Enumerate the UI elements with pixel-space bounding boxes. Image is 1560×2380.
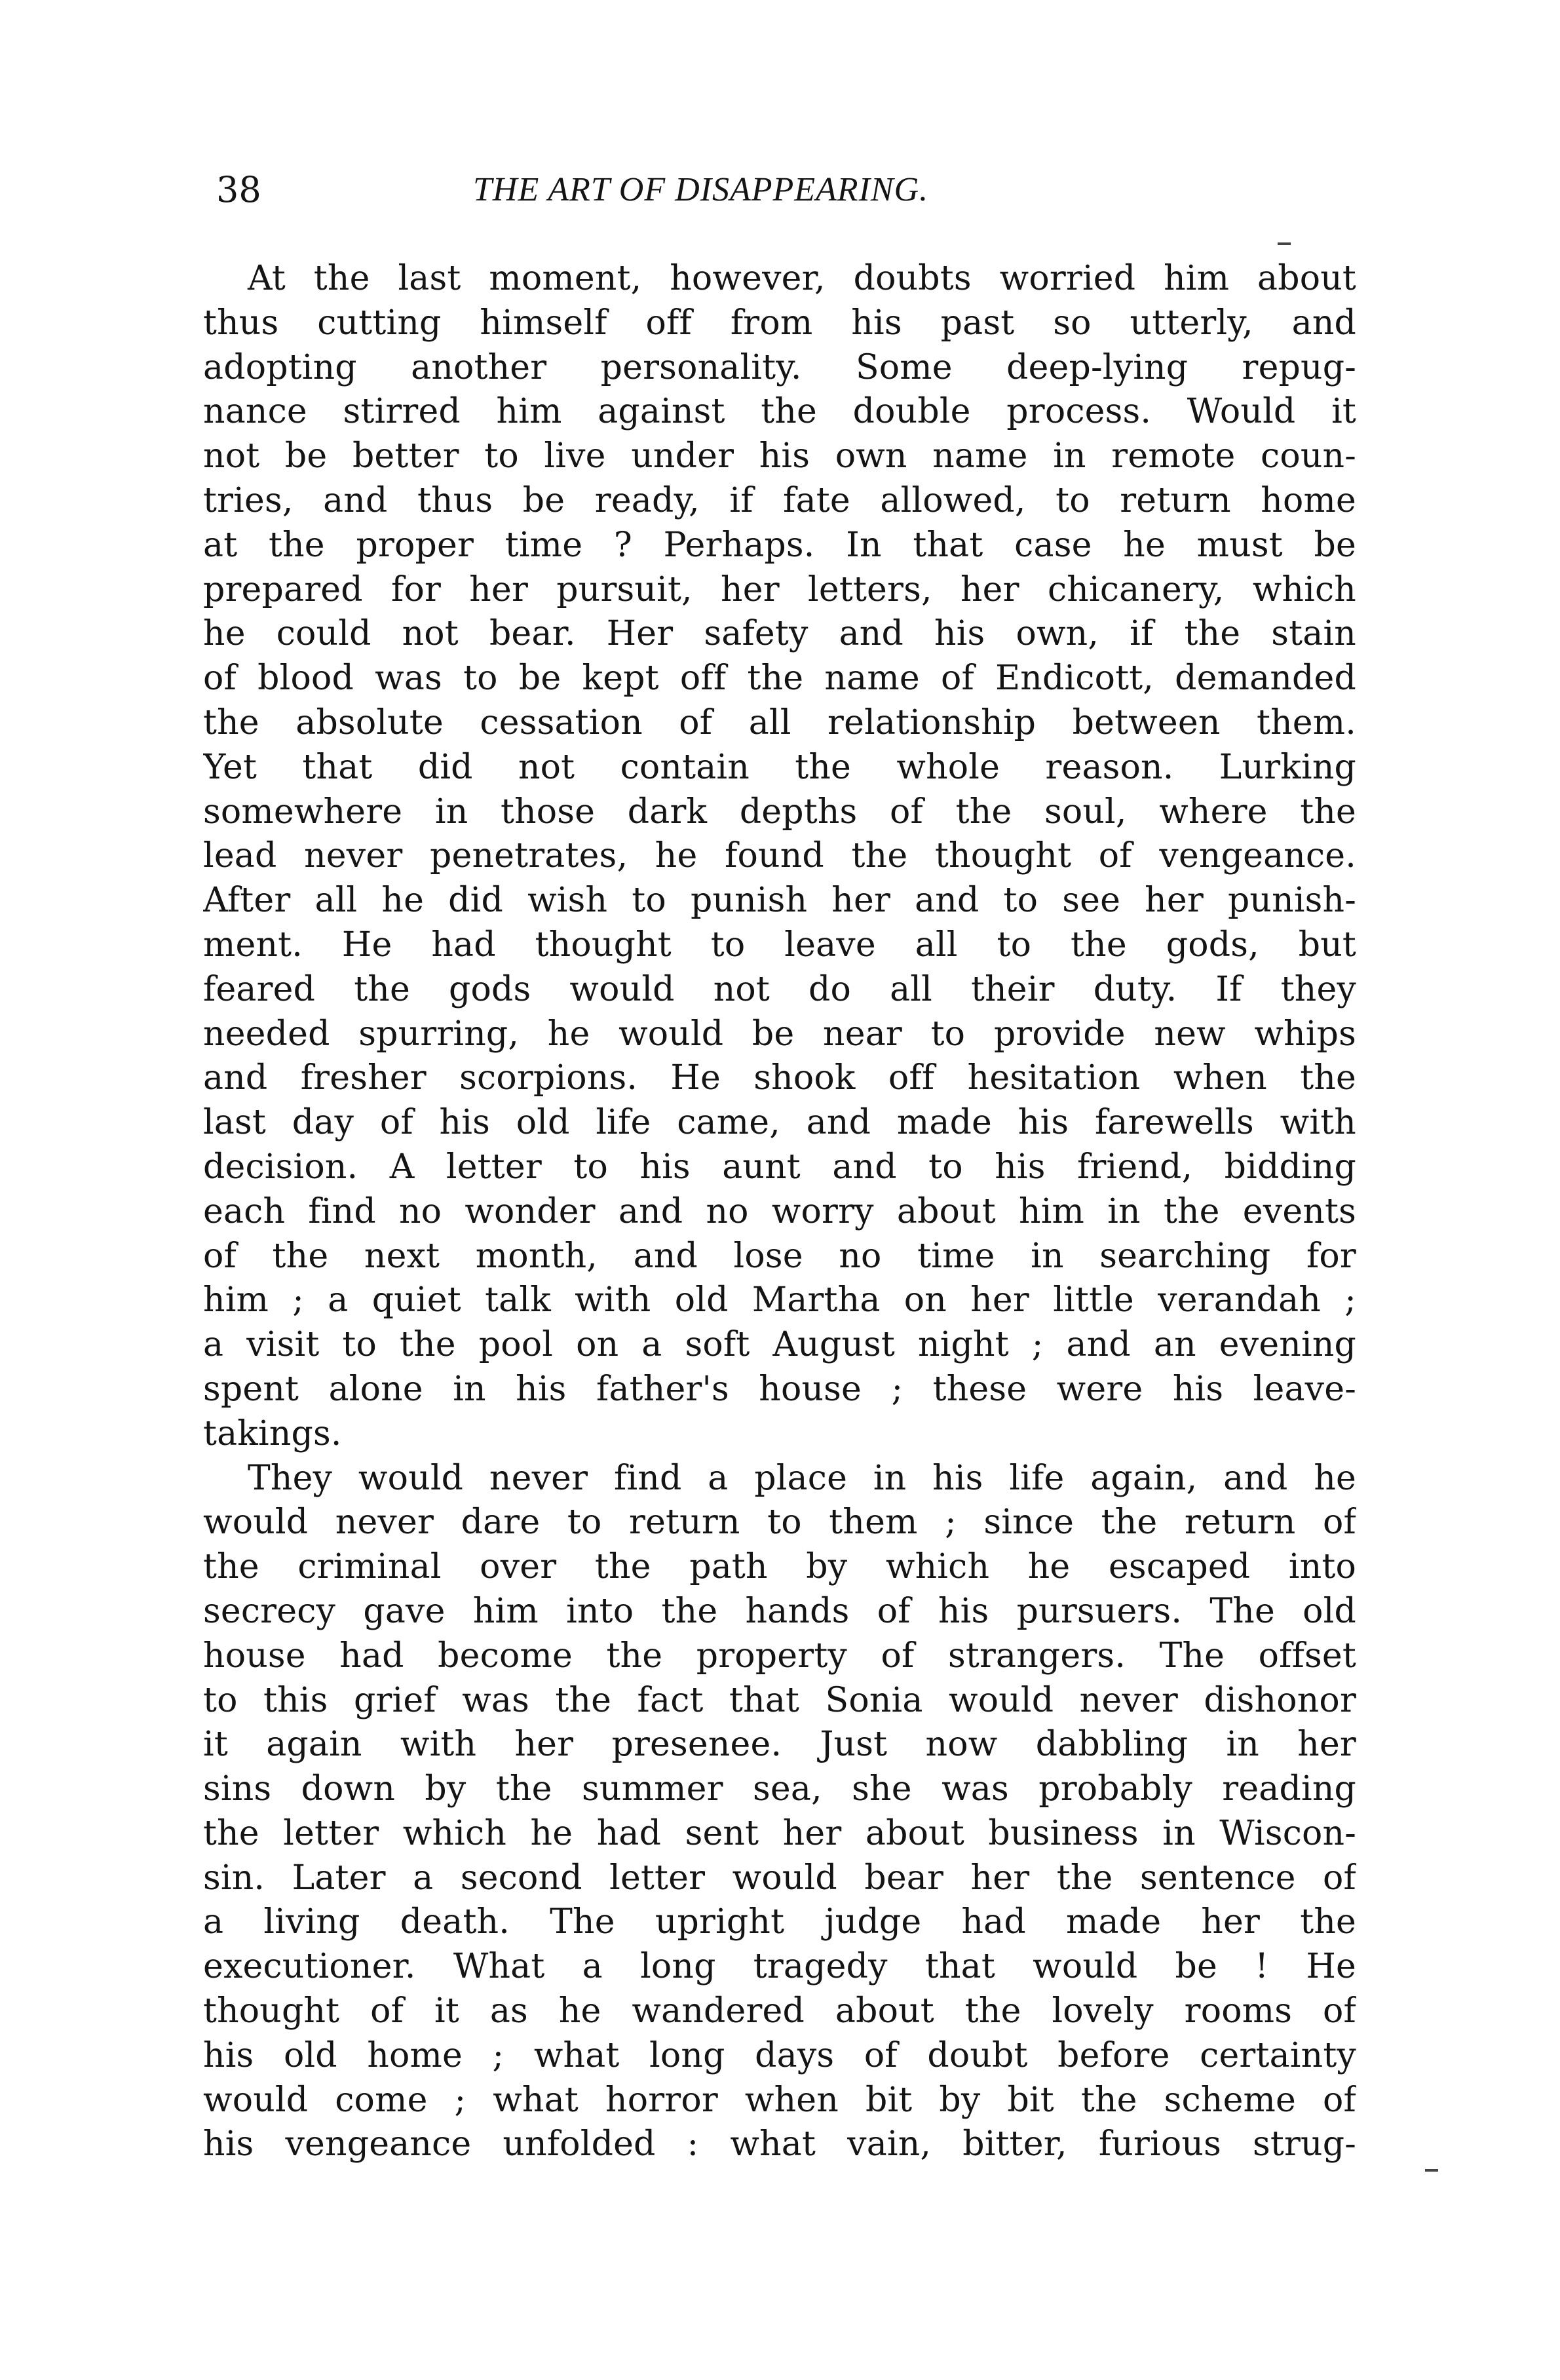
- text-line: At the last moment, however, doubts worried him about: [248, 259, 1356, 298]
- text-line: thus cutting himself off from his past so utterly, and: [203, 303, 1356, 343]
- text-line: feared the gods would not do all their duty. If they: [203, 969, 1356, 1009]
- text-line: at the proper time ? Perhaps. In that case he must be: [203, 525, 1356, 565]
- text-line: and fresher scorpions. He shook off hesitation when the: [203, 1058, 1356, 1098]
- text-line: ment. He had thought to leave all to the gods, but: [203, 925, 1356, 965]
- text-line: the criminal over the path by which he escaped into: [203, 1547, 1356, 1587]
- running-head: [203, 164, 1363, 216]
- text-line: a visit to the pool on a soft August night ; and an evening: [203, 1325, 1356, 1365]
- text-line: lead never penetrates, he found the thought of vengeance.: [203, 836, 1356, 876]
- text-line: the letter which he had sent her about business in Wiscon-: [203, 1813, 1356, 1853]
- text-line: nance stirred him against the double process. Would it: [203, 392, 1356, 432]
- print-mark: [1425, 2169, 1438, 2172]
- text-line: each find no wonder and no worry about him in the events: [203, 1191, 1356, 1231]
- text-line: of the next month, and lose no time in searching for: [203, 1236, 1356, 1276]
- text-line: needed spurring, he would be near to provide new whips: [203, 1014, 1356, 1054]
- paragraph-2: [203, 1457, 1356, 2168]
- text-line: takings.: [203, 1413, 342, 1453]
- text-line: sin. Later a second letter would bear her the sentence of: [203, 1858, 1356, 1898]
- text-line: decision. A letter to his aunt and to his friend, bidding: [203, 1147, 1356, 1187]
- text-line: They would never find a place in his life again, and he: [248, 1458, 1356, 1498]
- text-line: After all he did wish to punish her and to see her punish-: [203, 881, 1356, 921]
- running-title: THE ART OF DISAPPEARING.: [473, 171, 929, 208]
- text-line: it again with her presenee. Just now dabbling in her: [203, 1725, 1356, 1765]
- text-line: house had become the property of strangers. The offset: [203, 1636, 1356, 1676]
- text-line: a living death. The upright judge had made her the: [203, 1902, 1356, 1942]
- text-line: him ; a quiet talk with old Martha on her little verandah ;: [203, 1280, 1356, 1320]
- text-line: would come ; what horror when bit by bit the scheme of: [203, 2080, 1356, 2120]
- text-line: his old home ; what long days of doubt before certainty: [203, 2035, 1356, 2075]
- text-line: secrecy gave him into the hands of his pursuers. The old: [203, 1591, 1356, 1631]
- text-line: somewhere in those dark depths of the soul, where the: [203, 792, 1356, 832]
- text-line: last day of his old life came, and made his farewells with: [203, 1103, 1356, 1143]
- text-line: prepared for her pursuit, her letters, her chicanery, which: [203, 569, 1356, 609]
- text-line: adopting another personality. Some deep-lying repug-: [203, 347, 1356, 387]
- text-line: executioner. What a long tragedy that would be ! He: [203, 1947, 1356, 1987]
- body-text: [203, 257, 1356, 2167]
- text-line: to this grief was the fact that Sonia would never dishonor: [203, 1680, 1356, 1720]
- text-line: sins down by the summer sea, she was probably reading: [203, 1769, 1356, 1809]
- text-line: of blood was to be kept off the name of Endicott, demanded: [203, 659, 1356, 699]
- text-line: thought of it as he wandered about the lovely rooms of: [203, 1991, 1356, 2031]
- print-mark: [1278, 242, 1291, 245]
- page-number: 38: [216, 169, 261, 210]
- text-line: he could not bear. Her safety and his own, if the stain: [203, 614, 1356, 654]
- text-line: the absolute cessation of all relationship between them.: [203, 702, 1356, 742]
- paragraph-1: [203, 257, 1356, 1457]
- text-line: would never dare to return to them ; since the return of: [203, 1503, 1356, 1543]
- text-line: not be better to live under his own name in remote coun-: [203, 436, 1356, 476]
- text-line: tries, and thus be ready, if fate allowed, to return home: [203, 480, 1356, 520]
- text-line: spent alone in his father's house ; these were his leave-: [203, 1369, 1356, 1409]
- text-line: Yet that did not contain the whole reason. Lurking: [203, 747, 1356, 787]
- text-line: his vengeance unfolded : what vain, bitter, furious strug-: [203, 2124, 1356, 2164]
